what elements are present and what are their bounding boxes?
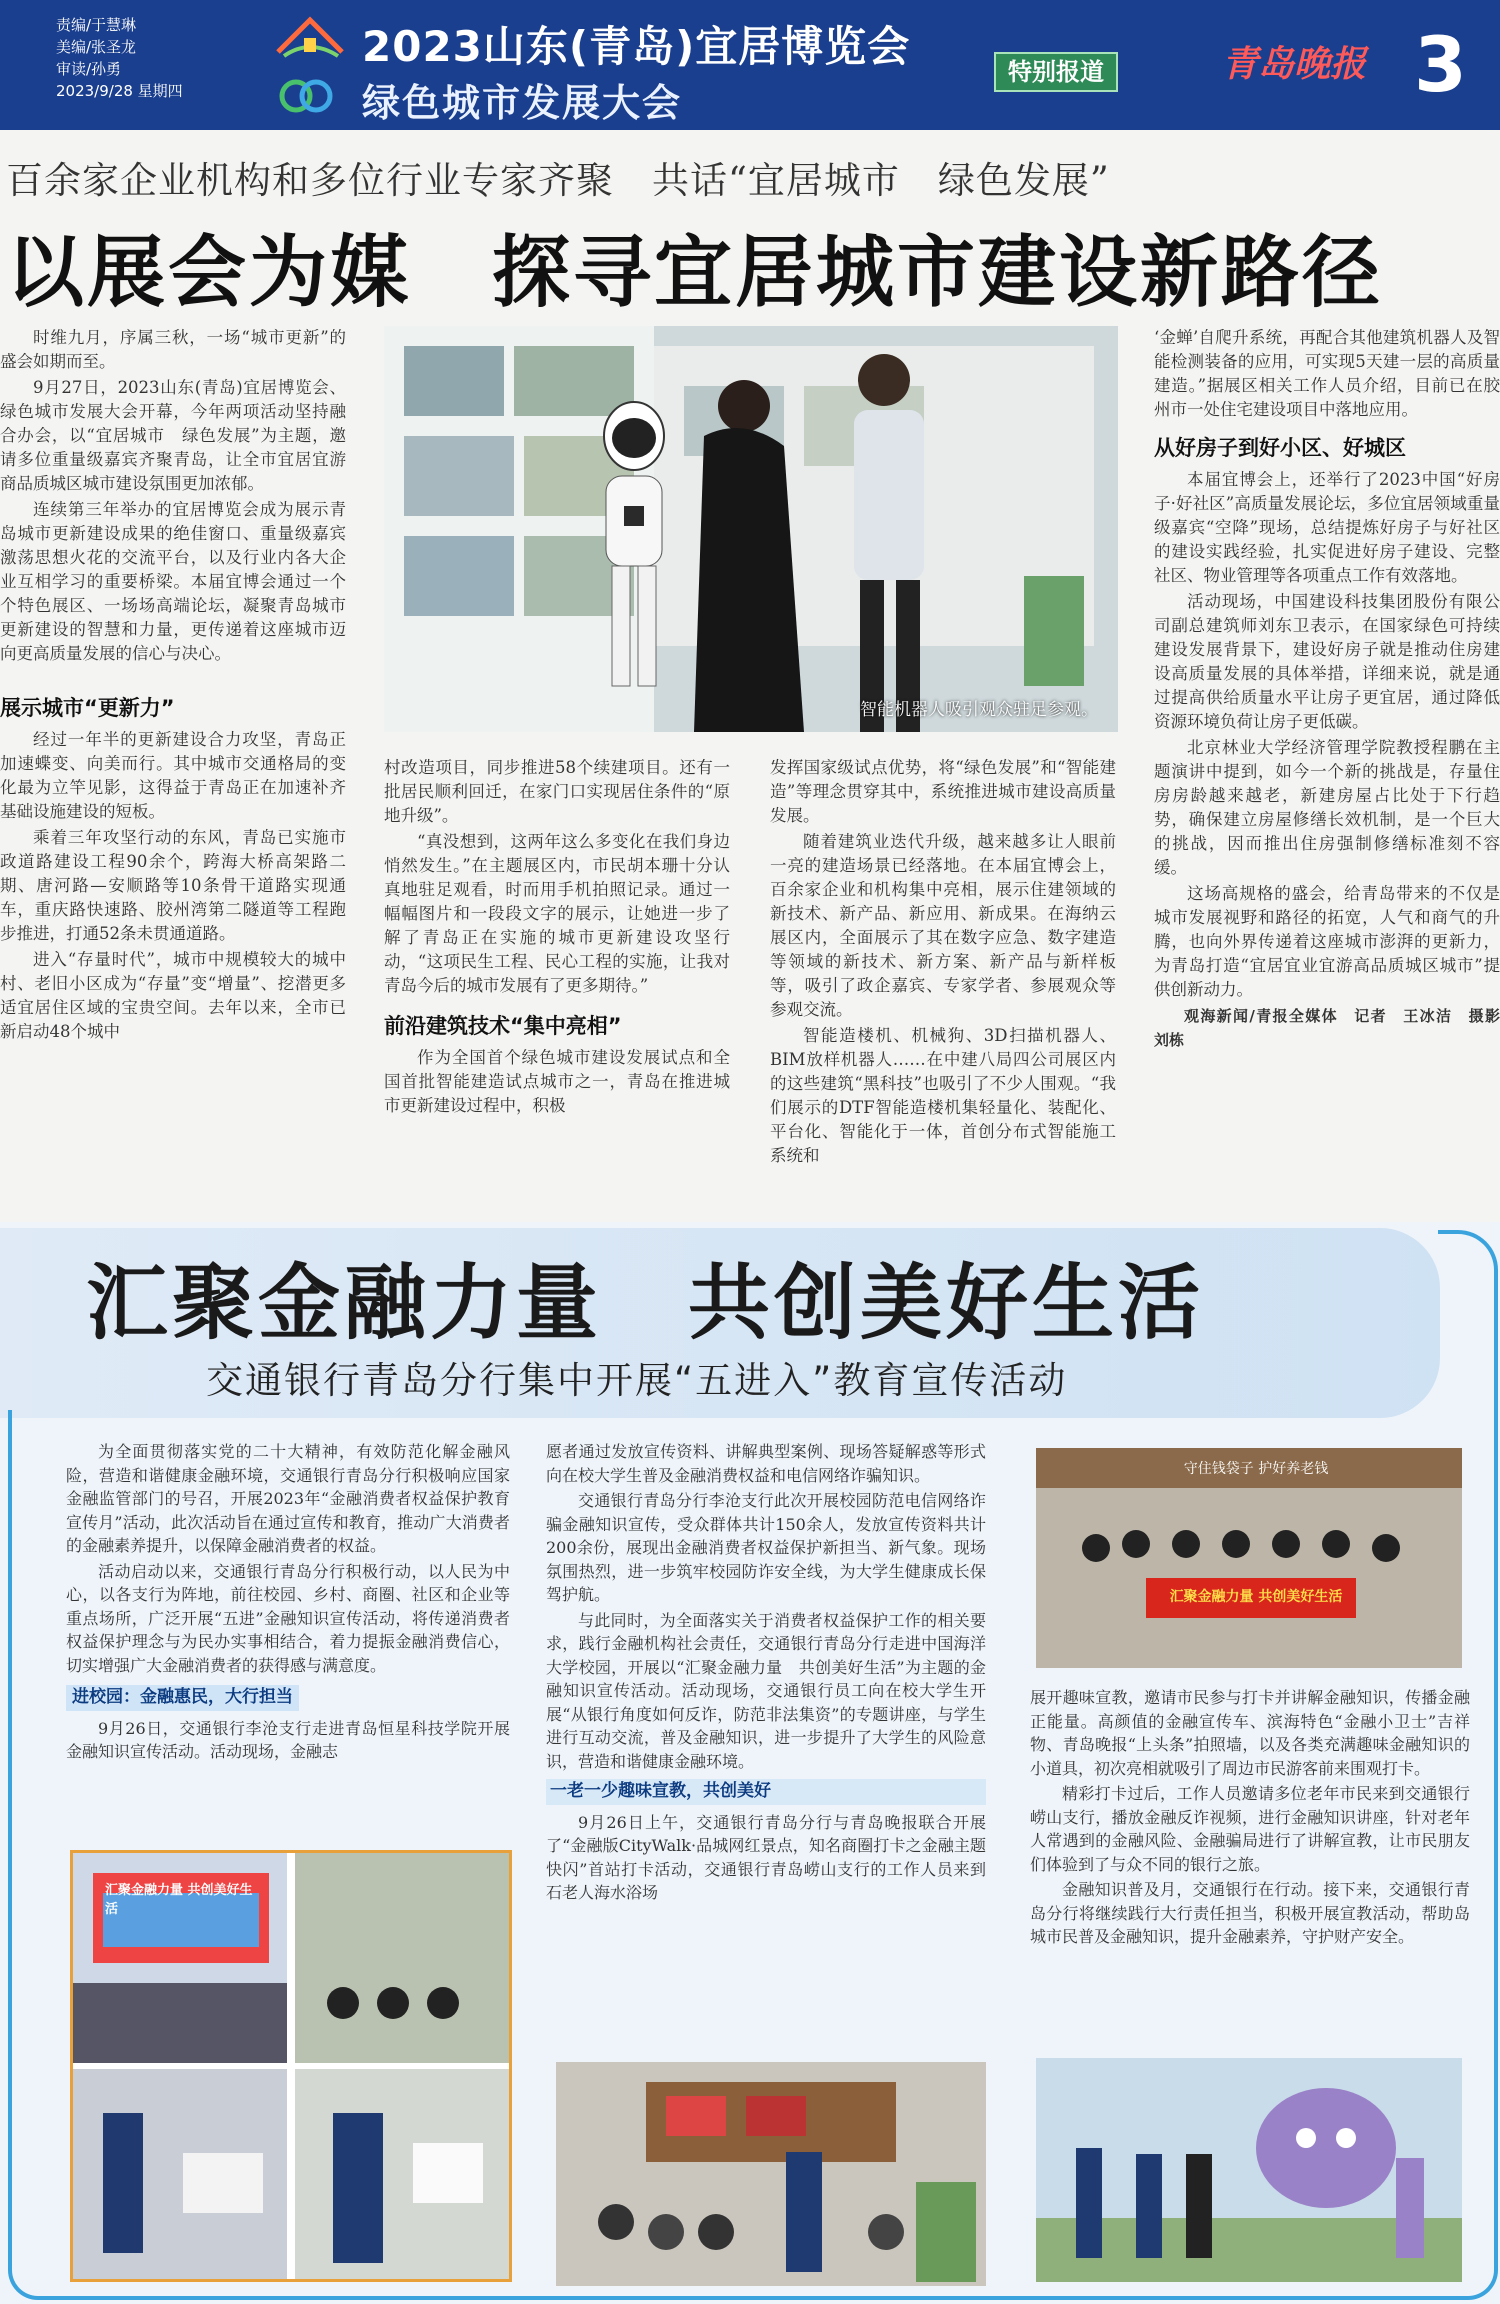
article2-photo-seminar <box>556 2062 986 2286</box>
article1-column-1 <box>0 326 346 1046</box>
masthead-meta <box>56 14 183 102</box>
paragraph: 这场高规格的盛会，给青岛带来的不仅是城市发展视野和路径的拓宽，人气和商气的升腾，也向外界传递着这座城市澎湃的更新力，为青岛打造“宜居宜业宜游高品质城区城市”提供创新动力。 <box>1154 884 1500 999</box>
paragraph: 精彩打卡过后，工作人员邀请多位老年市民来到交通银行崂山支行，播放金融反诈视频，进行金融知识讲座，针对老年人常遇到的金融风险、金融骗局进行了讲解宣教，让市民朋友们体验到了与众不同的银行之旅。 <box>1030 1784 1470 1874</box>
article1-column-4 <box>1154 326 1500 1054</box>
paragraph: 随着建筑业迭代升级，越来越多让人眼前一亮的建造场景已经落地。在本届宜博会上，百余家企业和机构集中亮相，展示住建领域的新技术、新产品、新应用、新成果。在海纳云展区内，全面展示了其在数字应急、数字建造等领域的新技术、新方案、新产品与新样板等，吸引了政企嘉宾、专家学者、参展观众等参观交流。 <box>770 832 1116 1019</box>
mascot-checkin-illustration <box>1036 2058 1462 2282</box>
paragraph: 9月26日，交通银行李沧支行走进青岛恒星科技学院开展金融知识宣传活动。活动现场，金融志 <box>66 1718 510 1761</box>
wall-slogan-text: 守住钱袋子 护好养老钱 <box>1183 1461 1329 1477</box>
paragraph: 与此同时，为全面落实关于消费者权益保护工作的相关要求，践行金融机构社会责任，交通银行青岛分行走进中国海洋大学校园，开展以“汇聚金融力量 共创美好生活”为主题的金融知识宣传活动。活动现场，交通银行员工向在校大学生开展“从银行角度如何反诈，防范非法集资”的专题讲座，与学生进行互动交流，普及金融知识，进一步提升了大学生的风险意识，营造和谐健康金融环境。 <box>546 1610 986 1771</box>
article2-photo-group <box>1036 1448 1462 1668</box>
article2-column-3 <box>1030 1686 1470 1951</box>
paragraph: 金融知识普及月，交通银行在行动。接下来，交通银行青岛分行将继续践行大行责任担当，积极开展宣教活动，帮助岛城市民普及金融知识，提升金融素养，守护财产安全。 <box>1030 1880 1470 1946</box>
article2-photo-collage <box>70 1850 512 2282</box>
article2-subtitle: 交通银行青岛分行集中开展“五进入”教育宣传活动 <box>206 1359 1068 1402</box>
paragraph: 愿者通过发放宣传资料、讲解典型案例、现场答疑解惑等形式向在校大学生普及金融消费权益和电信网络诈骗知识。 <box>546 1442 986 1485</box>
section-heading-renewal: 展示城市“更新力” <box>0 696 175 720</box>
designer-credit: 美编/张圣龙 <box>56 38 137 56</box>
article2-column-2 <box>546 1440 986 1907</box>
issue-date: 2023/9/28 星期四 <box>56 82 183 100</box>
section-heading-community: 从好房子到好小区、好城区 <box>1154 436 1406 460</box>
paragraph: 活动现场，中国建设科技集团股份有限公司副总建筑师刘东卫表示，在国家绿色可持续建设发展背景下，建设好房子就是推动住房建设高质量发展的具体举措，详细来说，就是通过提高供给质量水平让房子更宜居，通过降低资源环境负荷让房子更低碳。 <box>1154 592 1500 731</box>
paragraph: 连续第三年举办的宜居博览会成为展示青岛城市更新建设成果的绝佳窗口、重量级嘉宾激荡思想火花的交流平台，以及行业内各大企业互相学习的重要桥梁。本届宜博会通过一个个特色展区、一场场高端论坛，凝聚青岛城市更新建设的智慧和力量，更传递着这座城市迈向更高质量发展的信心与决心。 <box>0 500 346 663</box>
reviewer-credit: 审读/孙勇 <box>56 60 122 78</box>
paragraph: 智能造楼机、机械狗、3D扫描机器人、BIM放样机器人……在中建八局四公司展区内的这些建筑“黑科技”也吸引了不少人围观。“我们展示的DTF智能造楼机集轻量化、装配化、平台化、智能化于一体，首创分布式智能施工系统和 <box>770 1026 1116 1165</box>
special-report-badge: 特别报道 <box>994 52 1118 92</box>
masthead-title-expo: 2023山东(青岛)宜居博览会 <box>362 22 911 71</box>
paragraph: 活动启动以来，交通银行青岛分行积极行动，以人民为中心，以各支行为阵地，前往校园、乡村、商圈、社区和企业等重点场所，广泛开展“五进”金融知识宣传活动，将传递消费者权益保护理念与为民办实事相结合，着力提振金融消费信心，切实增强广大金融消费者的获得感与满意度。 <box>66 1561 510 1675</box>
paragraph: 9月26日上午，交通银行青岛分行与青岛晚报联合开展了“金融版CityWalk·品城网红景点，知名商圈打卡之金融主题快闪”首站打卡活动，交通银行青岛崂山支行的工作人员来到石老人海水浴场 <box>546 1812 986 1902</box>
section-heading-tech: 前沿建筑技术“集中亮相” <box>384 1014 622 1038</box>
paragraph: 交通银行青岛分行李沧支行此次开展校园防范电信网络诈骗金融知识宣传，受众群体共计150余人，发放宣传资料共计200余份，展现出金融消费者权益保护新担当、新气象。现场氛围热烈，进一步筑牢校园防诈安全线，为大学生健康成长保驾护航。 <box>546 1491 986 1604</box>
newspaper-name: 青岛晚报 <box>1222 43 1367 85</box>
screen-banner-text: 汇聚金融力量 共创美好生活 <box>105 1883 253 1917</box>
paragraph: 北京林业大学经济管理学院教授程鹏在主题演讲中提到，如今一个新的挑战是，存量住房房龄越来越老，新建房屋占比处于下行趋势，确保建立房屋修缮长效机制，是一个巨大的挑战，因而推出住房强制修缮标准刻不容缓。 <box>1154 738 1500 877</box>
masthead <box>0 0 1500 130</box>
paragraph: 作为全国首个绿色城市建设发展试点和全国首批智能建造试点城市之一，青岛在推进城市更新建设过程中，积极 <box>384 1048 730 1115</box>
byline: 观海新闻/青报全媒体 记者 王冰洁 摄影 刘栋 <box>1154 1007 1500 1049</box>
paragraph: 为全面贯彻落实党的二十大精神，有效防范化解金融风险，营造和谐健康金融环境，交通银行青岛分行积极响应国家金融监管部门的号召，开展2023年“金融消费者权益保护教育宣传月”活动，此次活动旨在通过宣传和教育，推动广大消费者的金融素养提升，以保障金融消费者的权益。 <box>66 1442 510 1555</box>
paragraph: 9月27日，2023山东(青岛)宜居博览会、绿色城市发展大会开幕，今年两项活动坚持融合办会，以“宜居城市 绿色发展”为主题，邀请多位重量级嘉宾齐聚青岛，让全市宜居宜游商品质城区城市建设氛围更加浓郁。 <box>0 378 346 493</box>
editor-credit: 责编/于慧琳 <box>56 16 137 34</box>
robot-exhibit-illustration <box>384 326 1118 732</box>
paragraph: 进入“存量时代”，城市中规模较大的城中村、老旧小区成为“存量”变“增量”、挖潜更多适宜居住区域的宝贵空间。去年以来，全市已新启动48个城中 <box>0 950 346 1041</box>
masthead-title-conference: 绿色城市发展大会 <box>362 81 683 125</box>
article2-headline: 汇聚金融力量 共创美好生活 <box>86 1256 1205 1351</box>
seminar-illustration <box>556 2062 986 2286</box>
article2-photo-mascot <box>1036 2058 1462 2282</box>
green-city-logo-icon <box>276 76 336 116</box>
paragraph: 本届宜博会上，还举行了2023中国“好房子·好社区”高质量发展论坛，多位宜居领域重量级嘉宾“空降”现场，总结提炼好房子与好社区的建设实践经验，扎实促进好房子建设、完整社区、物业管理等各项重点工作有效落地。 <box>1154 470 1500 585</box>
photo-caption: 智能机器人吸引观众驻足参观。 <box>860 700 1098 720</box>
group-photo-illustration <box>1036 1448 1462 1668</box>
paragraph: 展开趣味宣教，邀请市民参与打卡并讲解金融知识，传播金融正能量。高颜值的金融宣传车、滨海特色“金融小卫士”吉祥物、青岛晚报“上头条”拍照墙，以及各类充满趣味金融知识的小道具，初次亮相就吸引了周边市民游客前来围观打卡。 <box>1030 1688 1470 1778</box>
expo-house-logo-icon <box>270 12 350 60</box>
paragraph: “真没想到，这两年这么多变化在我们身边悄然发生。”在主题展区内，市民胡本珊十分认真地驻足观看，时而用手机拍照记录。通过一幅幅图片和一段段文字的展示，让她进一步了解了青岛正在实施的城市更新建设攻坚行动，“这项民生工程、民心工程的实施，让我对青岛今后的城市发展有了更多期待。” <box>384 832 730 995</box>
article1-column-2 <box>384 756 730 1120</box>
paragraph: 时维九月，序属三秋，一场“城市更新”的盛会如期而至。 <box>0 328 346 371</box>
article2-frame-corner <box>1438 1230 1498 1420</box>
paragraph: ‘金蝉’自爬升系统，再配合其他建筑机器人及智能检测装备的应用，可实现5天建一层的高质量建造。”据展区相关工作人员介绍，目前已在胶州市一处住宅建设项目中落地应用。 <box>1154 328 1500 419</box>
article2-column-1 <box>66 1440 510 1766</box>
article1-column-3 <box>770 756 1116 1170</box>
paragraph: 村改造项目，同步推进58个续建项目。还有一批居民顺利回迁，在家门口实现居住条件的“原地升级”。 <box>384 758 730 825</box>
paragraph: 经过一年半的更新建设合力攻坚，青岛正加速蝶变、向美而行。其中城市交通格局的变化最为立竿见影，这得益于青岛正在加速补齐基础设施建设的短板。 <box>0 730 346 821</box>
article1-headline: 以展会为媒 探寻宜居城市建设新路径 <box>6 228 1384 318</box>
article1-subtitle: 百余家企业机构和多位行业专家齐聚 共话“宜居城市 绿色发展” <box>6 159 1110 202</box>
group-banner-text: 汇聚金融力量 共创美好生活 <box>1169 1589 1343 1605</box>
article1-photo-robot <box>384 326 1118 732</box>
section-tag-elderly-youth: 一老一少趣味宣教，共创美好 <box>546 1779 986 1805</box>
paragraph: 发挥国家级试点优势，将“绿色发展”和“智能建造”等理念贯穿其中，系统推进城市建设高质量发展。 <box>770 758 1116 825</box>
paragraph: 乘着三年攻坚行动的东风，青岛已实施市政道路建设工程90余个，跨海大桥高架路二期、唐河路—安顺路等10条骨干道路实现通车，重庆路快速路、胶州湾第二隧道等工程跑步推进，打通52条未贯通道路。 <box>0 828 346 943</box>
page-number: 3 <box>1414 20 1467 109</box>
section-tag-campus: 进校园：金融惠民，大行担当 <box>66 1685 299 1711</box>
